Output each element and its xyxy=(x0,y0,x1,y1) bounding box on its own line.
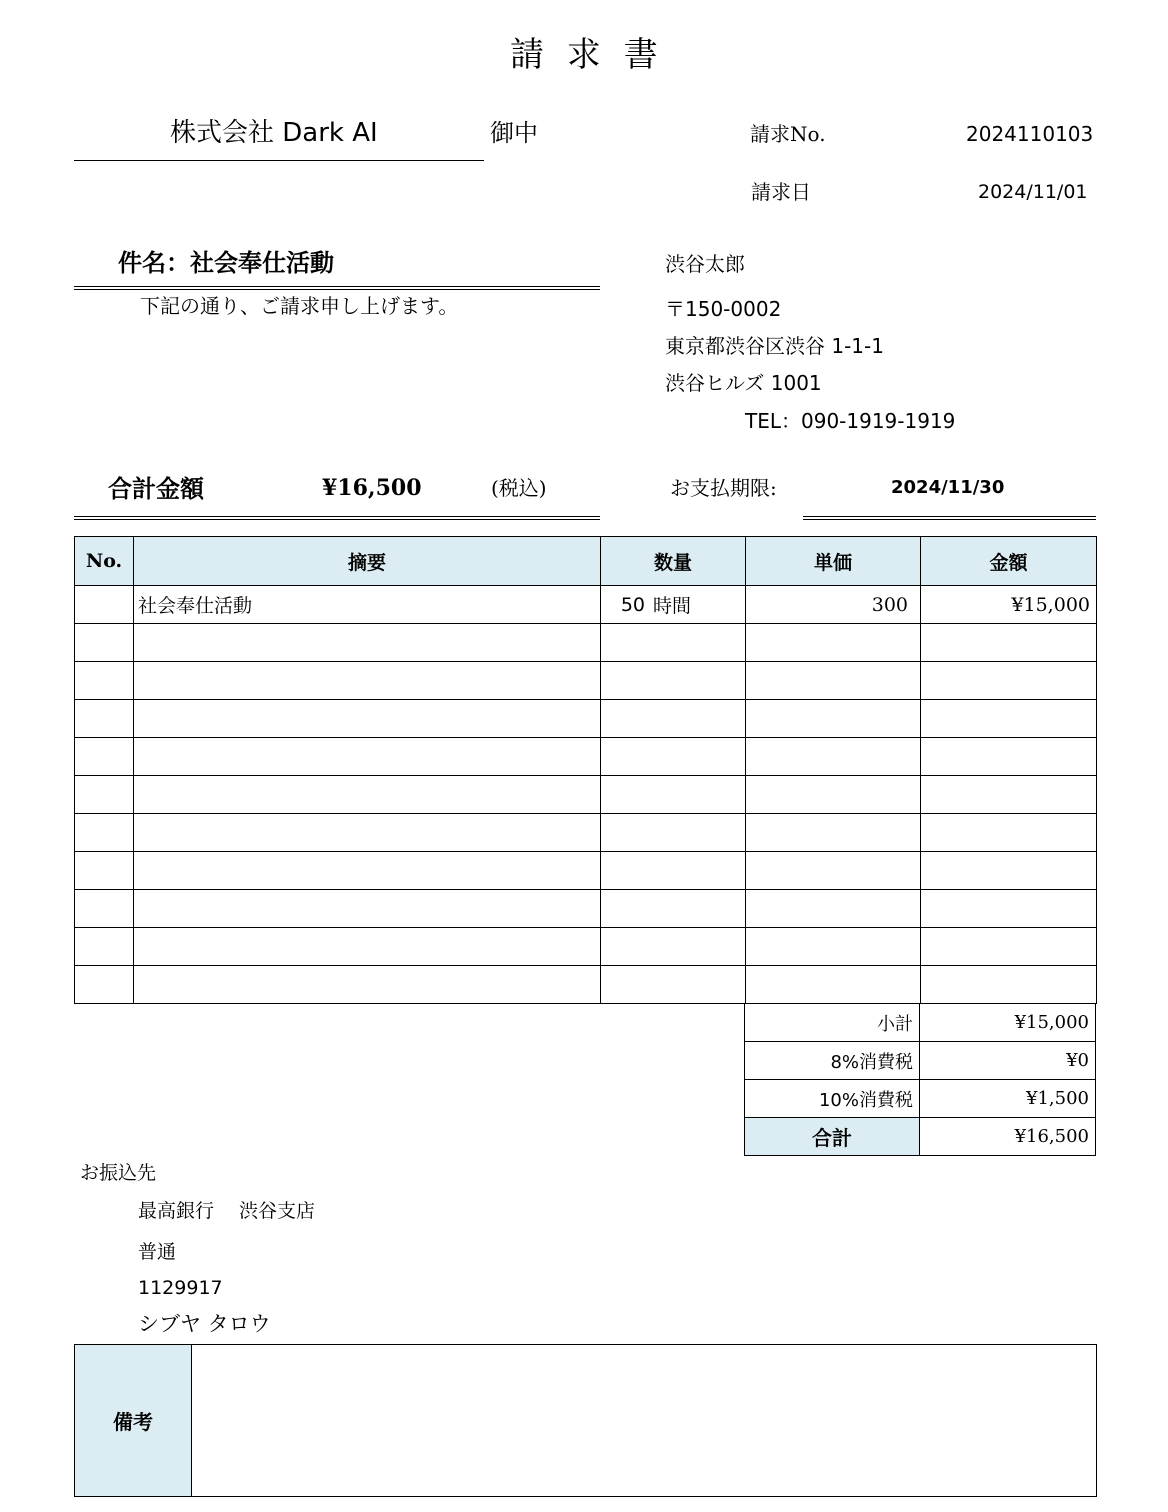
table-row xyxy=(75,776,1097,814)
sender-tel: TEL：090-1919-1919 xyxy=(745,409,956,433)
row-description xyxy=(134,586,601,624)
grand-total-row xyxy=(745,1118,1096,1156)
table-row xyxy=(75,738,1097,776)
row-unit-price-value: 300 xyxy=(871,593,908,616)
row-description-text: 社会奉仕活動 xyxy=(138,595,253,617)
tax10-label: 10%消費税 xyxy=(745,1080,920,1118)
sender-address1: 東京都渋谷区渋谷 1-1-1 xyxy=(665,334,884,358)
invoice-date-value: 2024/11/01 xyxy=(978,181,1088,203)
bank-label: お振込先 xyxy=(80,1162,157,1184)
totals-table xyxy=(744,1003,1096,1156)
sender-address2: 渋谷ヒルズ 1001 xyxy=(665,371,822,395)
recipient-honorific: 御中 xyxy=(490,119,538,147)
remarks-label: 備考 xyxy=(75,1345,192,1497)
sender-name: 渋谷太郎 xyxy=(665,252,745,276)
row-unit-price xyxy=(746,586,921,624)
remarks-content[interactable] xyxy=(192,1345,1097,1497)
table-row xyxy=(75,624,1097,662)
invoice-number-label: 請求No. xyxy=(750,122,826,146)
account-holder: シブヤ タロウ xyxy=(138,1312,271,1336)
table-row xyxy=(75,662,1097,700)
total-label: 合計金額 xyxy=(108,475,204,503)
row-no xyxy=(75,586,134,624)
row-quantity-unit: 時間 xyxy=(653,595,692,617)
header-no: No. xyxy=(75,537,134,586)
greeting-text: 下記の通り、ご請求申し上げます。 xyxy=(140,294,459,318)
table-row xyxy=(75,928,1097,966)
grand-total-value: ¥16,500 xyxy=(920,1118,1096,1156)
tax10-row xyxy=(745,1080,1096,1118)
table-row xyxy=(75,814,1097,852)
sender-postal: 〒150-0002 xyxy=(665,297,782,321)
header-unit-price: 単価 xyxy=(746,537,921,586)
table-row xyxy=(75,890,1097,928)
table-header-row xyxy=(75,537,1097,586)
table-row xyxy=(75,852,1097,890)
subtotal-value: ¥15,000 xyxy=(920,1004,1096,1042)
invoice-date-label: 請求日 xyxy=(751,180,811,204)
grand-total-label: 合計 xyxy=(745,1118,920,1156)
table-row xyxy=(75,586,1097,624)
tax8-label: 8%消費税 xyxy=(745,1042,920,1080)
due-date-underline xyxy=(803,516,1096,520)
invoice-number-value: 2024110103 xyxy=(966,122,1094,146)
header-amount: 金額 xyxy=(921,537,1097,586)
tax-included-note: (税込) xyxy=(491,476,547,500)
row-quantity xyxy=(601,586,746,624)
subject-line xyxy=(118,251,334,275)
item-table xyxy=(74,536,1097,1004)
table-row xyxy=(75,966,1097,1004)
header-description: 摘要 xyxy=(134,537,601,586)
recipient-company: 株式会社 Dark AI xyxy=(170,118,378,148)
tax8-row xyxy=(745,1042,1096,1080)
table-row xyxy=(75,700,1097,738)
recipient-underline xyxy=(74,160,484,161)
tax10-value: ¥1,500 xyxy=(920,1080,1096,1118)
due-date-value: 2024/11/30 xyxy=(891,477,1005,498)
tax8-value: ¥0 xyxy=(920,1042,1096,1080)
remarks-table xyxy=(74,1344,1097,1497)
due-date-label: お支払期限: xyxy=(670,476,777,500)
account-number: 1129917 xyxy=(138,1277,223,1299)
subject-underline xyxy=(74,286,600,290)
bank-name: 最高銀行 渋谷支店 xyxy=(138,1200,316,1222)
total-underline xyxy=(74,516,600,520)
account-type: 普通 xyxy=(138,1241,177,1263)
row-amount-value: ¥15,000 xyxy=(1011,593,1090,616)
total-amount: ¥16,500 xyxy=(322,475,422,501)
subtotal-label: 小計 xyxy=(745,1004,920,1042)
subject-label: 件名： xyxy=(118,249,190,277)
row-quantity-value: 50 xyxy=(620,593,645,616)
row-amount xyxy=(921,586,1097,624)
subject-value: 社会奉仕活動 xyxy=(190,249,334,277)
subtotal-row xyxy=(745,1004,1096,1042)
document-title: 請 求 書 xyxy=(510,35,664,75)
header-quantity: 数量 xyxy=(601,537,746,586)
